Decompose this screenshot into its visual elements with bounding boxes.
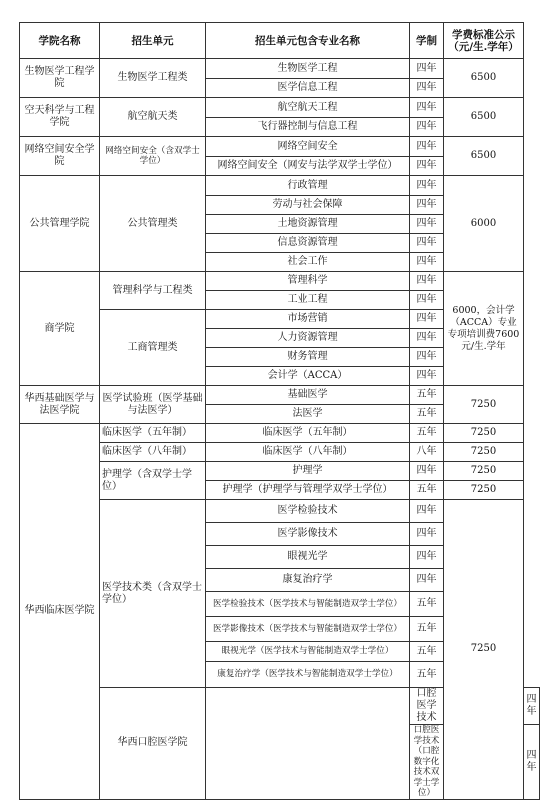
college-cell: 生物医学工程学院 [20, 59, 100, 98]
table-row [20, 386, 540, 405]
major-cell: 财务管理 [206, 348, 410, 367]
college-cell: 华西口腔医学院 [100, 688, 206, 800]
duration-cell: 四年 [410, 500, 444, 523]
header-duration: 学制 [410, 23, 444, 59]
unit-cell: 护理学（含双学士学位） [100, 462, 206, 500]
major-cell: 康复治疗学（医学技术与智能制造双学士学位） [206, 662, 410, 688]
fee-cell: 7250 [444, 443, 524, 462]
college-cell: 公共管理学院 [20, 176, 100, 272]
duration-cell: 四年 [410, 118, 444, 137]
header-unit: 招生单元 [100, 23, 206, 59]
duration-cell: 四年 [410, 176, 444, 196]
duration-cell: 四年 [410, 272, 444, 291]
header-majors: 招生单元包含专业名称 [206, 23, 410, 59]
duration-cell: 四年 [410, 234, 444, 253]
major-cell: 土地资源管理 [206, 215, 410, 234]
duration-cell: 四年 [410, 569, 444, 592]
fee-cell: 7250 [444, 424, 524, 443]
major-cell: 眼视光学（医学技术与智能制造双学士学位） [206, 642, 410, 662]
duration-cell: 四年 [410, 329, 444, 348]
duration-cell: 五年 [410, 592, 444, 617]
major-cell: 医学影像技术 [206, 523, 410, 546]
major-cell: 医学影像技术（医学技术与智能制造双学士学位） [206, 617, 410, 642]
header-fee: 学费标准公示（元/生.学年） [444, 23, 524, 59]
major-cell: 基础医学 [206, 386, 410, 405]
duration-cell: 四年 [410, 59, 444, 79]
major-cell: 医学检验技术 [206, 500, 410, 523]
fee-cell: 7250 [444, 386, 524, 424]
duration-cell: 四年 [410, 196, 444, 215]
major-cell: 人力资源管理 [206, 329, 410, 348]
table-row [20, 176, 540, 196]
major-cell: 生物医学工程 [206, 59, 410, 79]
duration-cell: 五年 [410, 405, 444, 424]
table-row [20, 98, 540, 118]
fee-cell: 6500 [444, 98, 524, 137]
table-row [20, 137, 540, 157]
major-cell: 会计学（ACCA） [206, 367, 410, 386]
major-cell: 航空航天工程 [206, 98, 410, 118]
duration-cell: 四年 [524, 688, 540, 725]
fee-cell: 6000，会计学（ACCA）专业专项培训费7600元/生.学年 [444, 272, 524, 386]
unit-cell: 管理科学与工程类 [100, 272, 206, 310]
major-cell: 法医学 [206, 405, 410, 424]
college-cell: 华西临床医学院 [20, 424, 100, 800]
table-row [20, 59, 540, 79]
duration-cell: 五年 [410, 424, 444, 443]
duration-cell: 四年 [410, 348, 444, 367]
unit-cell: 医学技术类（含双学士学位） [100, 500, 206, 688]
major-cell: 口腔医学技术 [410, 688, 444, 725]
duration-cell: 四年 [524, 725, 540, 800]
major-cell: 医学信息工程 [206, 79, 410, 98]
major-cell: 市场营销 [206, 310, 410, 329]
major-cell: 医学检验技术（医学技术与智能制造双学士学位） [206, 592, 410, 617]
major-cell: 行政管理 [206, 176, 410, 196]
duration-cell: 五年 [410, 617, 444, 642]
unit-cell: 网络空间安全（含双学士学位） [100, 137, 206, 176]
duration-cell: 四年 [410, 137, 444, 157]
duration-cell: 四年 [410, 157, 444, 176]
fee-cell: 6000 [444, 176, 524, 272]
fee-cell: 6500 [444, 137, 524, 176]
tuition-fee-table [19, 22, 540, 800]
duration-cell: 四年 [410, 462, 444, 481]
duration-cell: 五年 [410, 642, 444, 662]
unit-cell: 临床医学（五年制） [100, 424, 206, 443]
unit-cell [206, 688, 410, 800]
duration-cell: 八年 [410, 443, 444, 462]
unit-cell: 公共管理类 [100, 176, 206, 272]
major-cell: 飞行器控制与信息工程 [206, 118, 410, 137]
major-cell: 口腔医学技术（口腔数字化技术双学士学位） [410, 725, 444, 800]
college-cell: 空天科学与工程学院 [20, 98, 100, 137]
major-cell: 护理学（护理学与管理学双学士学位） [206, 481, 410, 500]
duration-cell: 四年 [410, 523, 444, 546]
duration-cell: 四年 [410, 79, 444, 98]
duration-cell: 四年 [410, 98, 444, 118]
major-cell: 康复治疗学 [206, 569, 410, 592]
table-row [20, 424, 540, 443]
major-cell: 工业工程 [206, 291, 410, 310]
major-cell: 管理科学 [206, 272, 410, 291]
duration-cell: 四年 [410, 546, 444, 569]
college-cell: 商学院 [20, 272, 100, 386]
header-college: 学院名称 [20, 23, 100, 59]
table-header-row [20, 23, 540, 59]
major-cell: 网络空间安全（网安与法学双学士学位） [206, 157, 410, 176]
unit-cell: 医学试验班（医学基础与法医学） [100, 386, 206, 424]
major-cell: 社会工作 [206, 253, 410, 272]
college-cell: 网络空间安全学院 [20, 137, 100, 176]
college-cell: 华西基础医学与法医学院 [20, 386, 100, 424]
duration-cell: 四年 [410, 367, 444, 386]
unit-cell: 工商管理类 [100, 310, 206, 386]
duration-cell: 五年 [410, 662, 444, 688]
major-cell: 信息资源管理 [206, 234, 410, 253]
major-cell: 网络空间安全 [206, 137, 410, 157]
fee-cell: 7250 [444, 500, 524, 800]
duration-cell: 五年 [410, 481, 444, 500]
table-row [20, 272, 540, 291]
duration-cell: 四年 [410, 215, 444, 234]
unit-cell: 临床医学（八年制） [100, 443, 206, 462]
major-cell: 劳动与社会保障 [206, 196, 410, 215]
fee-cell: 7250 [444, 481, 524, 500]
major-cell: 眼视光学 [206, 546, 410, 569]
fee-cell: 7250 [444, 462, 524, 481]
fee-table-container [19, 22, 540, 800]
duration-cell: 五年 [410, 386, 444, 405]
major-cell: 临床医学（八年制） [206, 443, 410, 462]
duration-cell: 四年 [410, 253, 444, 272]
duration-cell: 四年 [410, 310, 444, 329]
unit-cell: 航空航天类 [100, 98, 206, 137]
major-cell: 临床医学（五年制） [206, 424, 410, 443]
unit-cell: 生物医学工程类 [100, 59, 206, 98]
major-cell: 护理学 [206, 462, 410, 481]
fee-cell: 6500 [444, 59, 524, 98]
duration-cell: 四年 [410, 291, 444, 310]
